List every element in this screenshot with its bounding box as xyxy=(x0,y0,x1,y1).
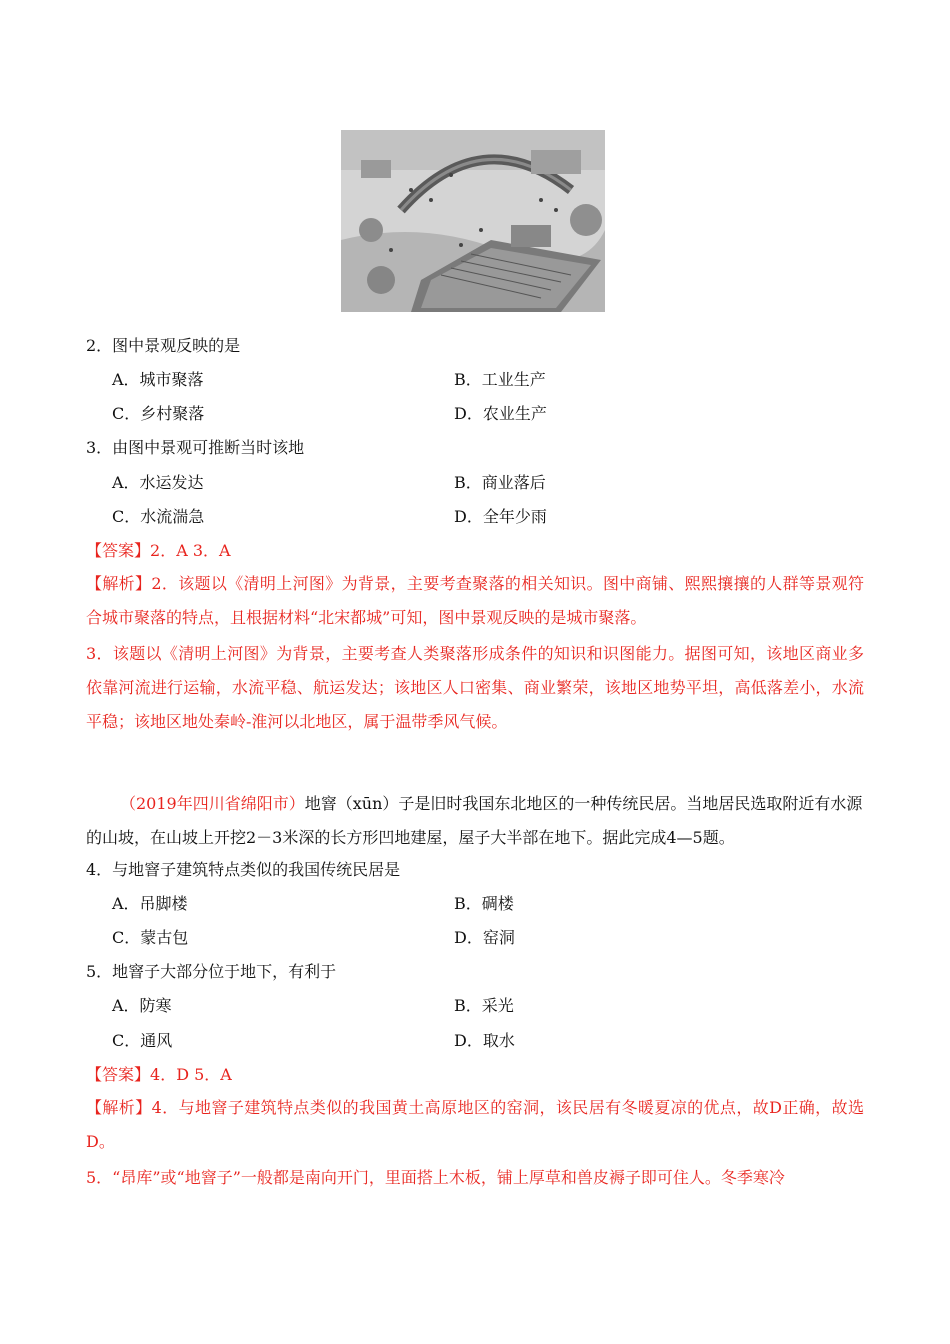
answer-text-2: 4．D 5．A xyxy=(150,1065,232,1084)
question-4-stem: 4．与地窨子建筑特点类似的我国传统民居是 xyxy=(86,860,401,879)
question-4-option-d: D．窑洞 xyxy=(454,928,515,947)
question-5-option-b: B．采光 xyxy=(454,996,514,1015)
intro-paragraph xyxy=(86,787,864,855)
analysis-4-text: 4．与地窨子建筑特点类似的我国黄土高原地区的窑洞，该民居有冬暖夏凉的优点，故D正确，故选D。 xyxy=(86,1098,864,1151)
question-2-option-a: A．城市聚落 xyxy=(112,370,204,389)
question-3-option-d: D．全年少雨 xyxy=(454,507,547,526)
question-3-option-c: C．水流湍急 xyxy=(112,507,205,526)
source-label: （2019年四川省绵阳市） xyxy=(120,794,305,813)
question-5-stem: 5．地窨子大部分位于地下，有利于 xyxy=(86,962,337,981)
question-2-option-c: C．乡村聚落 xyxy=(112,404,205,423)
analysis-5: 5．“昂库”或“地窨子”一般都是南向开门，里面搭上木板，铺上厚草和兽皮褥子即可住人。冬季寒冷 xyxy=(86,1168,785,1187)
question-2-option-b: B．工业生产 xyxy=(454,370,546,389)
analysis-2-text: 2．该题以《清明上河图》为背景，主要考查聚落的相关知识。图中商铺、熙熙攘攘的人群等景观符合城市聚落的特点，且根据材料“北宋都城”可知，图中景观反映的是城市聚落。 xyxy=(86,574,864,627)
answer-2-3 xyxy=(86,540,231,562)
analysis-tag: 【解析】 xyxy=(86,574,152,593)
analysis-tag-2: 【解析】 xyxy=(86,1098,152,1117)
question-5-option-c: C．通风 xyxy=(112,1031,173,1050)
question-4-option-c: C．蒙古包 xyxy=(112,928,189,947)
question-2-option-d: D．农业生产 xyxy=(454,404,547,423)
painting-illustration xyxy=(341,130,605,312)
answer-tag-2: 【答案】 xyxy=(86,1065,151,1084)
question-3-option-a: A．水运发达 xyxy=(112,473,204,492)
question-4-option-b: B．碉楼 xyxy=(454,894,514,913)
question-5-option-d: D．取水 xyxy=(454,1031,515,1050)
question-2-stem: 2．图中景观反映的是 xyxy=(86,336,241,355)
question-5-option-a: A．防寒 xyxy=(112,996,172,1015)
analysis-3: 3．该题以《清明上河图》为背景，主要考查人类聚落形成条件的知识和识图能力。据图可知，该地区商业多依靠河流进行运输，水流平稳、航运发达；该地区人口密集、商业繁荣，该地区地势平坦，高低落差小，水流平稳；该地区地处秦岭-淮河以北地区，属于温带季风气候。 xyxy=(86,644,864,731)
analysis-4 xyxy=(86,1091,864,1159)
intro-text: 地窨（xūn）子是旧时我国东北地区的一种传统民居。当地居民选取附近有水源的山坡，在山坡上开挖2－3米深的长方形凹地建屋，屋子大半部在地下。据此完成4—5题。 xyxy=(86,794,863,847)
question-3-stem: 3．由图中景观可推断当时该地 xyxy=(86,438,305,457)
question-4-option-a: A．吊脚楼 xyxy=(112,894,188,913)
analysis-2 xyxy=(86,567,864,635)
answer-tag: 【答案】 xyxy=(86,541,151,560)
question-3-option-b: B．商业落后 xyxy=(454,473,546,492)
answer-4-5 xyxy=(86,1064,232,1086)
answer-text: 2．A 3．A xyxy=(150,541,231,560)
painting-image xyxy=(341,130,605,312)
